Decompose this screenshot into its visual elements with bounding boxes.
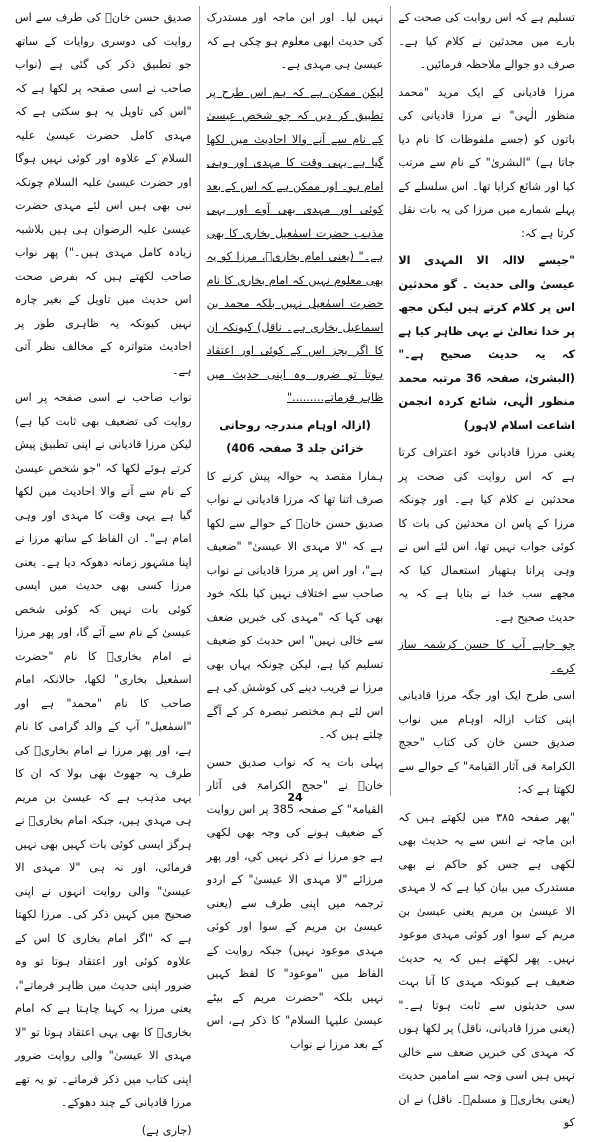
left-paragraph-1: صدیق حسن خانؒ کی طرف سے اس روایت کی دوسری روایات کے ساتھ جو تطبیق ذکر کی گئی ہے (نواب صاحب نے اسی صفحہ پر لکھا ہے کہ "اس کی تاویل یہ ہو سکتی ہے کہ مہدی کامل حضرت عیسیٰ علیہ السلام کے علاوہ اور کوئی نہیں ہوگا اور حضرت عیسیٰ علیہ السلام چونکہ نبی بھی ہیں اس لئے مہدی حضرت عیسیٰ علیہ الرضوان ہی ہیں بلاشبہ زیادہ کامل مہدی ہیں۔") پھر نواب صاحب لکھتے ہیں کہ بفرض صحت اس حدیث میں تاویل کے بغیر چارہ نہیں کیونکہ یہ ظاہری طور پر احادیث متواترہ کے مخالف نظر آتی ہے۔ bbox=[15, 6, 192, 382]
right-column bbox=[390, 6, 582, 796]
middle-column bbox=[199, 6, 391, 796]
right-paragraph-7: "پھر صفحہ ۳۸۵ میں لکھتے ہیں کہ ابن ماجہ نے انس سے یہ حدیث بھی لکھی ہے جس کو حاکم نے بھی مستدرک میں بیان کیا ہے کہ لا مہدی الا عیسیٰ بن مریم یعنی عیسیٰ بن مریم کے سوا اور کوئی مہدی موعود نہیں۔ پھر لکھتے ہیں کہ یہ حدیث ضعیف ہے کیونکہ مہدی کا آنا بہت سی حدیثوں سے ثابت ہوتا ہے۔" (یعنی مرزا قادیانی، ناقل) پر لکھا ہوں کہ مہدی کی خبریں ضعف سے خالی نہیں ہیں اسی وجہ سے امامین حدیث (یعنی بخاریؒ و مسلمؒ۔ ناقل) نے ان کو bbox=[398, 806, 575, 1135]
middle-paragraph-5: پہلی بات یہ کہ نواب صدیق حسن خانؒ نے "حجج الکرامۃ فی آثار القیامۃ" کے صفحہ 385 پر اس روایت کے ضعیف ہونے کی وجہ بھی لکھی ہے جو مرزا نے ذکر نہیں کی، اور پھر مرزائے "لا مہدی الا عیسیٰ" کے اردو ترجمہ میں اپنی طرف سے (یعنی عیسیٰ بن مریم کے سوا اور کوئی مہدی موعود نہیں) جبکہ روایت کے الفاظ میں "موعود" کا لفظ کہیں نہیں بلکہ "حضرت مریم کے بیٹے عیسیٰ علیہا السلام" کا ذکر ہے، اس کے بعد مرزا نے نواب bbox=[207, 751, 384, 1057]
right-paragraph-1: تسلیم ہے کہ اس روایت کی صحت کے بارے میں محدثین نے کلام کیا ہے۔ صرف دو حوالے ملاحظہ فرمائیں۔ bbox=[398, 6, 575, 77]
right-quote: "جیسے لاالہ الا المہدی الا عیسیٰ والی حدیث ۔ گو محدثین اس پر کلام کرتے ہیں لیکن مجھ پر خدا تعالیٰ نے یہی ظاہر کیا ہے کہ یہ حدیث صحیح ہے۔" (البشریٰ، صفحہ 36 مرتبہ محمد منظور الٰہی، شائع کردہ انجمن اشاعت اسلام لاہور) bbox=[398, 249, 575, 437]
right-verse: جو جاہے آپ کا حسن کرشمہ ساز کرے۔ bbox=[398, 633, 575, 680]
left-column bbox=[8, 6, 199, 796]
to-be-continued: (جاری ہے) bbox=[15, 1119, 192, 1142]
right-paragraph-4: یعنی مرزا قادیانی خود اعتراف کرتا ہے کہ اس روایت کی صحت پر محدثین نے کلام کیا ہے۔ اور چونکہ مرزا کے پاس ان محدثین کی بات کا کوئی جواب نہیں تھا، اس لئے اس نے وہی پرانا ہتھیار استعمال کیا کہ مجھے سب خدا نے بتایا ہے کہ یہ حدیث صحیح ہے۔ bbox=[398, 441, 575, 629]
right-paragraph-2: مرزا قادیانی کے ایک مرید "محمد منظور الٰہی" نے مرزا قادیانی کی باتوں کو (جسے ملفوظات کا نام دیا جاتا ہے) "البشریٰ" کے نام سے مرتب کیا اور شائع کرایا تھا۔ اس سلسلے کے پہلے شمارے میں مرزا کی یہ بات نقل کرتا ہے کہ: bbox=[398, 81, 575, 246]
text-columns bbox=[8, 6, 582, 796]
middle-paragraph-4: ہمارا مقصد یہ حوالہ پیش کرنے کا صرف اتنا تھا کہ مرزا قادیانی نے نواب صدیق حسن خانؒ کے حوالے سے لکھا ہے کہ "لا مہدی الا عیسیٰ" "ضعیف ہے"، اور اس پر مرزا قادیانی نے نواب صاحب سے اختلاف نہیں کیا بلکہ خود بھی کہا کہ "مہدی کی خبریں ضعف سے خالی نہیں" اس حدیث کو ضعیف تسلیم کیا ہے، لیکن چونکہ یہاں بھی مرزا نے فریب دینے کی کوشش کی ہے اس لئے ہم مختصر تبصرہ کر کے آگے چلتے ہیں کہ۔ bbox=[207, 465, 384, 747]
right-paragraph-6: اسی طرح ایک اور جگہ مرزا قادیانی اپنی کتاب ازالہ اوہام میں نواب صدیق حسن خان کی کتاب "حجج الکرامۃ فی آثار القیامۃ" کے حوالے سے لکھتا ہے کہ: bbox=[398, 684, 575, 802]
middle-reference: (ازالہ اوہام مندرجہ روحانی خزائن جلد 3 صفحہ 406) bbox=[207, 414, 384, 461]
page-number: 24 bbox=[0, 791, 590, 804]
left-paragraph-2: نواب صاحب نے اسی صفحہ پر اس روایت کی تضعیف بھی ثابت کیا ہے) لیکن مرزا قادیانی نے اپنی تطبیق پیش کرتے ہوئے لکھا کہ "جو شخص عیسیٰ کے نام سے آنے والا احادیث میں لکھا گیا ہے یہی وقت کا مہدی اور وہی امام ہے"۔ ان الفاظ کے ساتھ مرزا نے اپنا مشہور زمانہ دھوکہ دیا ہے۔ یعنی مرزا کسی بھی حدیث میں ایسی کوئی بات نہیں کہ کوئی شخص عیسیٰ کے نام سے آئے گا، اور پھر مرزا نے امام بخاریؒ کا نام "حضرت اسمٰعیل بخاری" لکھا، حالانکہ امام صاحب کا نام "محمد" ہے اور "اسمٰعیل" آپ کے والد گرامی کا نام ہے، اور پھر مرزا نے امام بخاریؒ کی طرف یہ جھوٹ بھی بولا کہ ان کا یہی مذہب ہے کہ عیسیٰ بن مریم ہی مہدی ہیں، جبکہ امام بخاریؒ نے ہرگز ایسی کوئی بات کہیں بھی نہیں فرمائی، اور نہ ہی "لا مہدی الا عیسیٰ" والی روایت انہوں نے اپنی صحیح میں کہیں ذکر کی۔ مرزا لکھتا ہے کہ "اگر امام بخاری کا اس کے علاوہ کوئی اور اعتقاد ہوتا تو وہ ضرور اپنی حدیث میں ظاہر فرماتے"، یعنی مرزا یہ کہنا چاہتا ہے کہ امام بخاریؒ کا بھی یہی اعتقاد ہوتا تو "لا مہدی الا عیسیٰ" والی روایت ضرور اپنی کتاب میں ذکر فرماتے۔ تو یہ تھے مرزا قادیانی کے چند دھوکے۔ bbox=[15, 386, 192, 1115]
middle-paragraph-1: نہیں لیا۔ اور ابن ماجہ اور مستدرک کی حدیث ابھی معلوم ہو چکی ہے کہ عیسیٰ ہی مہدی ہے۔ bbox=[207, 6, 384, 77]
middle-paragraph-2: لیکن ممکن ہے کہ ہم اس طرح پر تطبیق کر دیں کہ جو شخص عیسیٰ کے نام سے آنے والا احادیث میں لکھا گیا ہے یہی وقت کا مہدی اور وہی امام ہو۔ اور ممکن ہے کہ اس کے بعد کوئی اور مہدی بھی آوے اور یہی مذہب حضرت اسمٰعیل بخاری کا بھی ہے۔" (یعنی امام بخاریؒ، مرزا کو یہ بھی معلوم نہیں کہ امام بخاری کا نام حضرت اسمٰعیل نہیں بلکہ محمد بن اسماعیل بخاری ہے۔ ناقل) کیونکہ ان کا اگر بجز اس کے کوئی اور اعتقاد ہوتا تو ضرور وہ اپنی حدیث میں ظاہر فرماتے........." bbox=[207, 81, 384, 410]
